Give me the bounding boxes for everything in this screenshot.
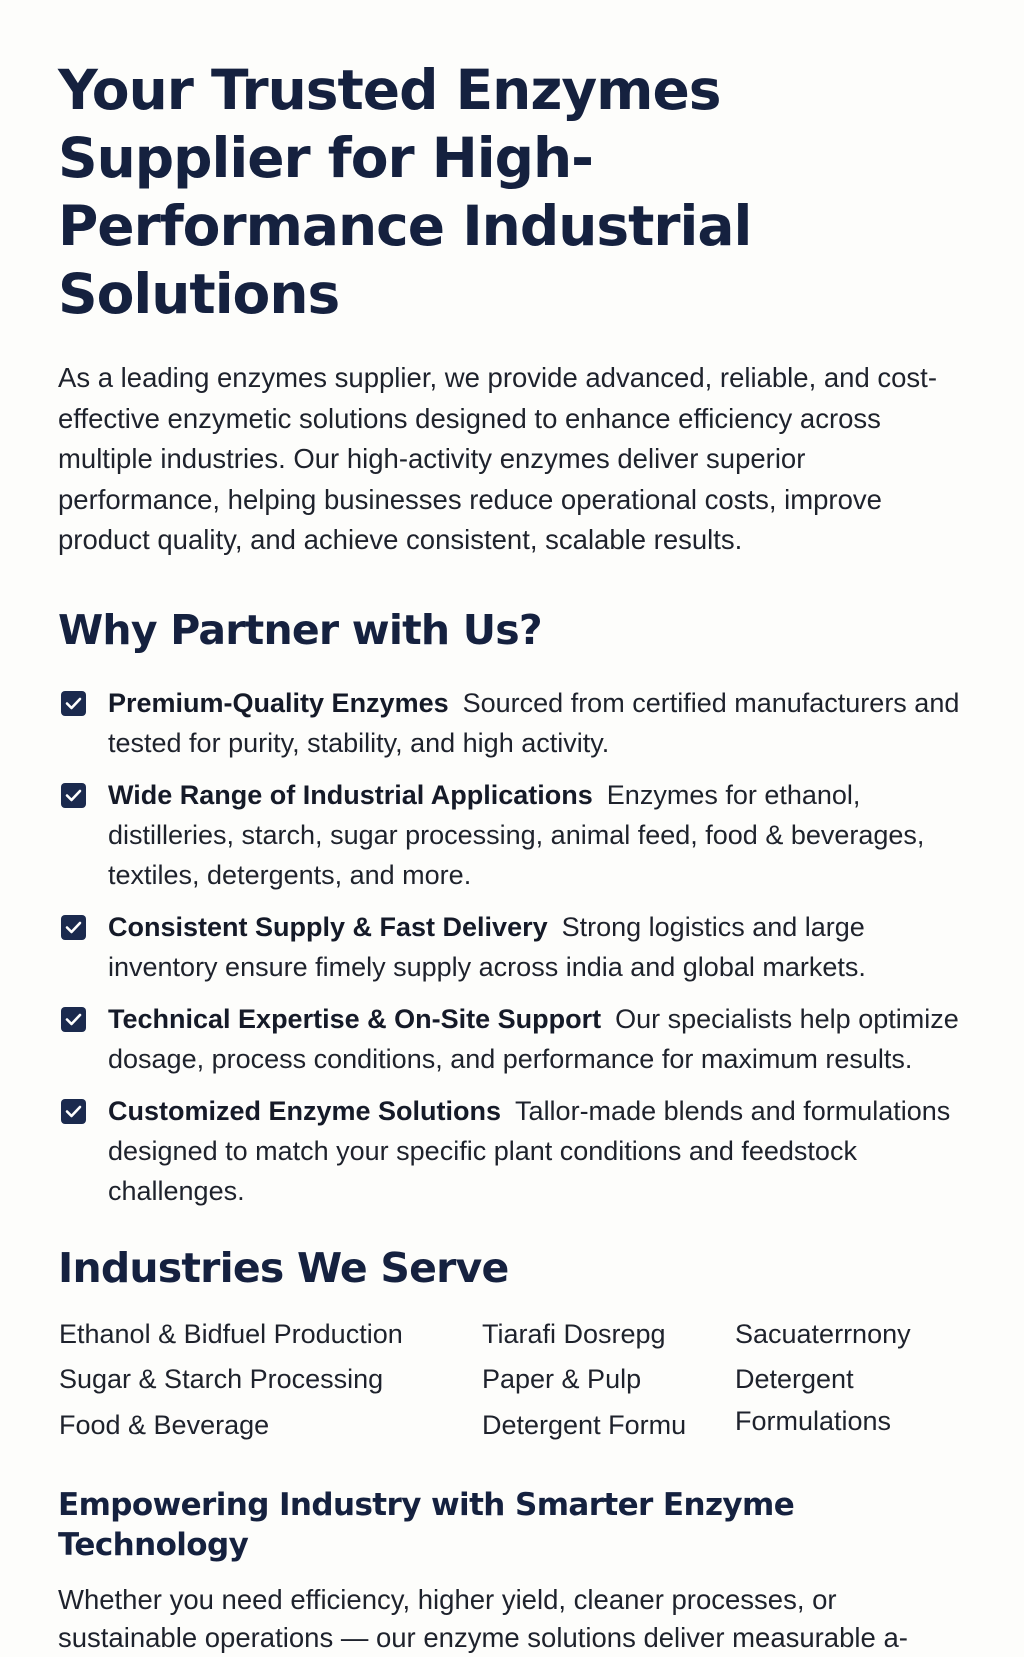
checkbox-checked-icon [61,1007,86,1032]
industry-item: Tiarafi Dosrepg [482,1318,666,1349]
benefit-item-supply-delivery [58,907,968,987]
industry-item: Formulations [735,1405,892,1436]
industries-heading: Industries We Serve [58,1243,509,1292]
benefit-item-premium-quality [58,683,978,763]
industry-item: Food & Beverage [59,1409,270,1440]
page-content [58,56,978,1657]
benefit-description: Strong logistics and large inventory ensure fimely supply across india and global markets. [108,911,866,982]
benefit-item-technical-support [58,999,968,1079]
benefit-description: Sourced from certified manufacturers and tested for purity, stability, and high activity. [108,687,960,758]
benefit-title: Consistent Supply & Fast Delivery [108,911,548,942]
checkbox-checked-icon [61,691,86,716]
why-partner-heading: Why Partner with Us? [58,605,542,654]
industry-item: Paper & Pulp [482,1363,642,1394]
industry-item: Sacuaterrnony [735,1318,911,1349]
industry-item: Detergent [735,1363,854,1394]
checkbox-checked-icon [61,1099,86,1124]
benefits-list [58,683,978,1211]
benefit-title: Premium-Quality Enzymes [108,687,449,718]
benefit-description: Our specialists help optimize dosage, process conditions, and performance for maximum results. [108,1003,959,1074]
benefit-title: Customized Enzyme Solutions [108,1095,502,1126]
industry-item: Ethanol & Bidfuel Production [59,1318,403,1349]
checkbox-checked-icon [61,915,86,940]
industry-item: Detergent Formu [482,1409,687,1440]
benefit-description: Tallor-made blends and formulations designed to match your specific plant conditions and feedstock challenges. [108,1095,951,1206]
industry-item: Sugar & Starch Processing [59,1363,384,1394]
closing-paragraph: Whether you need efficiency, higher yield, cleaner processes, or sustainable operations — our enzyme solutions deliver measurable a- [58,1583,908,1653]
benefit-title: Technical Expertise & On-Site Support [108,1003,602,1034]
intro-paragraph: As a leading enzymes supplier, we provide advanced, reliable, and cost-effective enzymetic solutions designed to enhance efficiency across multiple industries. Our high-activity enzymes deliver superior performance, helping businesses reduce operational costs, improve product quality, and achieve consistent, scalable results. [58,362,937,555]
benefit-item-industrial-applications [58,775,968,895]
closing-heading: Empowering Industry with Smarter Enzyme Technology [58,1486,795,1563]
benefit-item-customized-solutions [58,1091,968,1211]
benefit-title: Wide Range of Industrial Applications [108,779,593,810]
page-title: Your Trusted Enzymes Supplier for High-Performance Industrial Solutions [58,58,752,326]
checkbox-checked-icon [61,783,86,808]
industries-grid [58,1317,978,1467]
benefit-description: Enzymes for ethanol, distilleries, starch, sugar processing, animal feed, food & beverages, textiles, detergents, and more. [108,779,925,890]
